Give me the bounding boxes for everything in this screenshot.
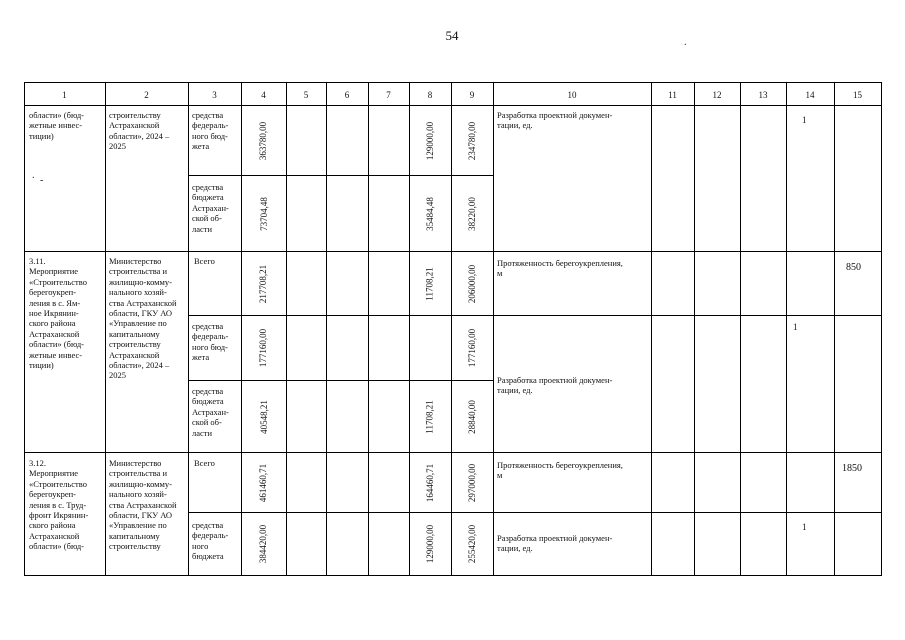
row-line: [188, 315, 882, 316]
indicator-value: 1: [802, 115, 807, 125]
header-cell: 1: [62, 90, 67, 100]
header-cell: 7: [386, 90, 391, 100]
amount-2025: 177160,00: [467, 328, 477, 368]
page-number: 54: [445, 28, 459, 43]
amount-total: 40548,21: [258, 399, 269, 434]
header-cell: 11: [668, 90, 677, 100]
amount-2025: 255420,00: [467, 524, 477, 564]
amount-2025: 234780,00: [467, 121, 477, 160]
funding-source: средства федераль- ного бюд- жета: [192, 110, 229, 152]
executor: Министерство строительства и жилищно-комму- нального хозяй- ства Астраханской области, ГКУ АО «Управление по капитальному строительству: [109, 458, 177, 552]
amount-total: 73704,48: [258, 196, 269, 231]
table-border-bottom: [24, 575, 882, 576]
indicator-value: 1850: [842, 463, 862, 474]
col-border: [834, 82, 835, 576]
amount-2025: 28840,00: [467, 399, 477, 434]
scan-speck: .: [684, 37, 687, 48]
col-border: [786, 82, 787, 576]
amount-total: 177160,00: [258, 328, 269, 368]
executor: строительству Астраханской области», 2024 – 2025: [109, 110, 170, 152]
amount-total: 217708,21: [258, 264, 269, 303]
col-border: [651, 82, 652, 576]
col-border: [326, 82, 327, 576]
header-cell: 15: [853, 90, 862, 100]
indicator-value: 850: [846, 262, 861, 273]
header-cell: 10: [567, 90, 577, 100]
scan-speck: .: [32, 170, 35, 181]
funding-source: Всего: [194, 458, 215, 468]
col-border: [24, 82, 25, 576]
header-cell: 14: [805, 90, 815, 100]
amount-total: 363780,00: [258, 121, 269, 160]
funding-source: Всего: [194, 256, 215, 266]
header-cell: 5: [303, 90, 309, 100]
row-line: [188, 512, 882, 513]
amount-total: 461460,71: [258, 463, 269, 502]
header-cell: 4: [261, 90, 266, 100]
indicator-value: 1: [802, 522, 807, 532]
header-cell: 8: [427, 90, 433, 100]
header-cell: 12: [712, 90, 722, 100]
amount-2024: 11708,21: [424, 399, 435, 434]
header-cell: 2: [144, 90, 149, 100]
funding-source: средства федераль- ного бюд- жета: [192, 321, 229, 363]
indicator-text: Разработка проектной докумен- тации, ед.: [497, 110, 613, 131]
table-border-top: [24, 82, 882, 83]
col-border: [740, 82, 741, 576]
event-name: области» (бюд- жетные инвес- тиции): [29, 110, 85, 141]
event-name: 3.11. Мероприятие «Строительство берегоукреп- ления в с. Ям- ное Икрянин- ского района Астраханской области» (бюд- жетные инвес- тиции): [29, 256, 87, 371]
amount-2024: 11708,21: [424, 266, 435, 301]
funding-source: средства бюджета Астрахан- ской об- ласти: [192, 386, 229, 438]
indicator-value: 1: [793, 322, 798, 332]
col-border: [368, 82, 369, 576]
amount-2024: 129000,00: [425, 524, 435, 564]
amount-2024: 129000,00: [425, 121, 435, 160]
funding-source: средства федераль- ного бюджета: [192, 520, 229, 562]
amount-2025: 38220,00: [467, 196, 477, 231]
col-border: [286, 82, 287, 576]
indicator-text: Протяженность берегоукрепления, м: [497, 258, 623, 279]
indicator-text: Протяженность берегоукрепления, м: [497, 460, 623, 481]
col-border: [694, 82, 695, 576]
amount-2024: 35484,48: [425, 196, 435, 231]
event-name: 3.12. Мероприятие «Строительство берегоукреп- ления в с. Труд- фронт Икрянин- ского района Астраханской области» (бюд-: [29, 458, 89, 552]
table-border-right: [881, 82, 882, 576]
amount-2025: 206000,00: [467, 264, 477, 303]
executor: Министерство строительства и жилищно-комму- нального хозяй- ства Астраханской области, ГКУ АО «Управление по капитальному строительству Астраханской области», 2024 – 2025: [109, 256, 177, 381]
amount-total: 384420,00: [258, 524, 269, 564]
col-border: [188, 82, 189, 576]
header-cell: 13: [758, 90, 768, 100]
amount-2025: 297000,00: [467, 463, 477, 502]
indicator-text: Разработка проектной докумен- тации, ед.: [497, 533, 613, 554]
header-cell: 6: [344, 90, 350, 100]
col-border: [493, 82, 494, 576]
header-cell: 9: [469, 90, 475, 100]
indicator-text: Разработка проектной докумен- тации, ед.: [497, 375, 613, 396]
amount-2024: 164460,71: [425, 463, 435, 502]
col-border: [105, 82, 106, 576]
funding-source: средства бюджета Астрахан- ской об- ласти: [192, 182, 229, 234]
scan-speck: -: [40, 175, 44, 186]
header-cell: 3: [212, 90, 217, 100]
